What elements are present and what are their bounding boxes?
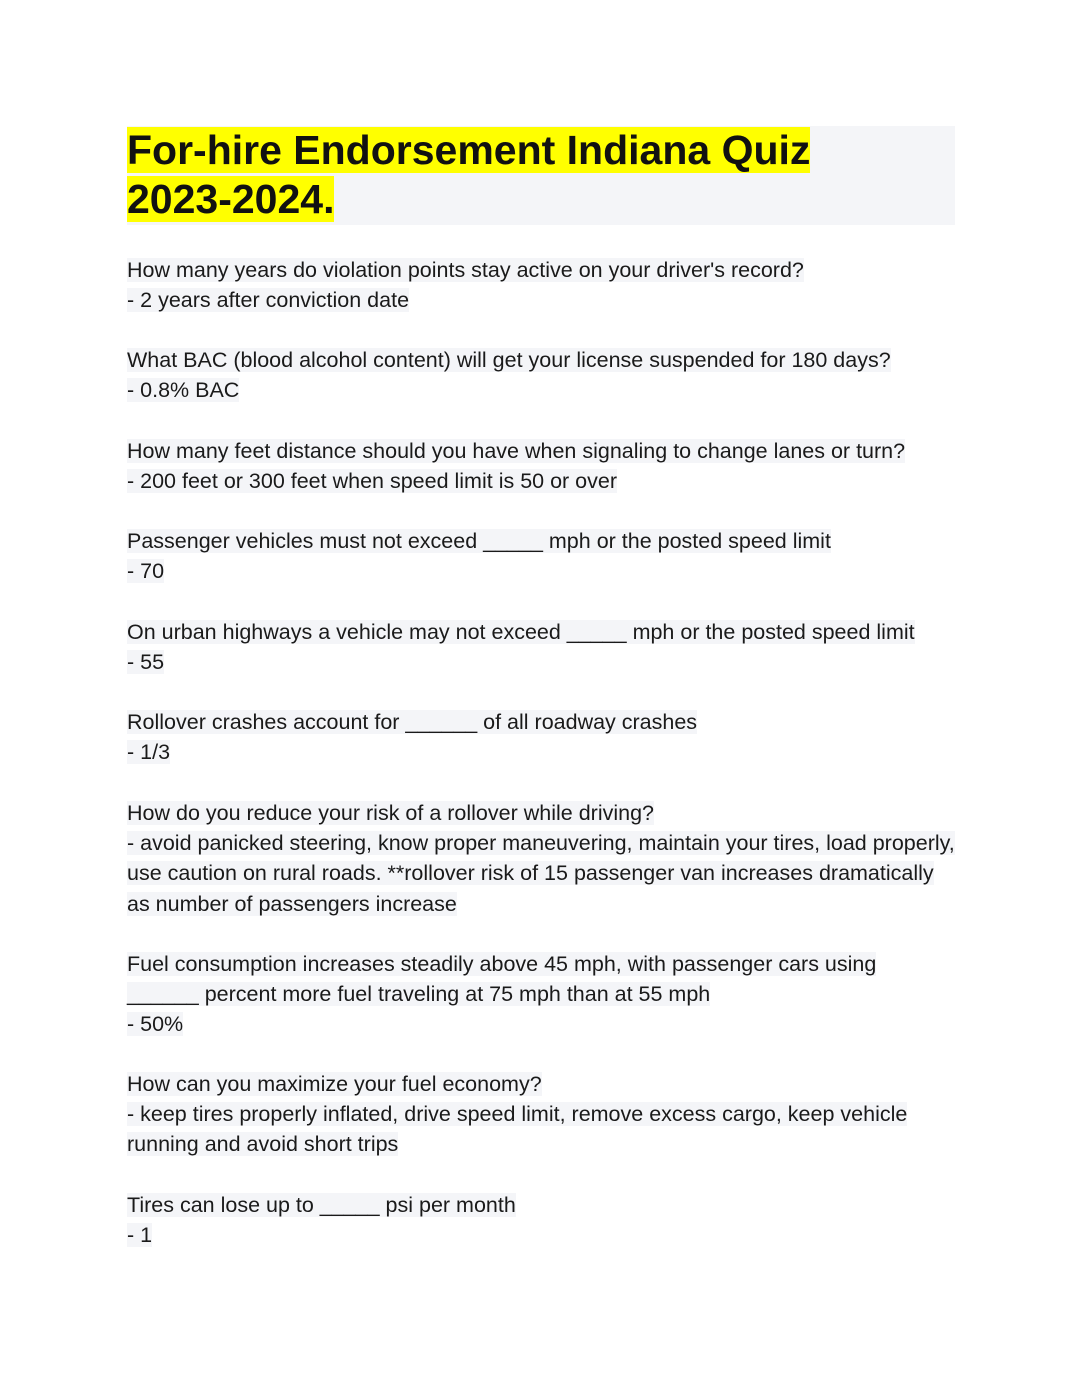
document-title	[127, 126, 857, 224]
question-text: How many years do violation points stay active on your driver's record?	[127, 258, 804, 282]
title-highlight: For-hire Endorsement Indiana Quiz 2023-2024.	[127, 127, 811, 222]
answer-text: - avoid panicked steering, know proper maneuvering, maintain your tires, load properly, use caution on rural roads. **rollover risk of 15 passenger van increases dramatically as number of passengers increase	[127, 831, 955, 916]
title-block	[127, 126, 955, 225]
qa-item	[127, 255, 804, 315]
question-text: What BAC (blood alcohol content) will get your license suspended for 180 days?	[127, 348, 891, 372]
qa-item	[127, 707, 697, 767]
answer-text: - 2 years after conviction date	[127, 288, 410, 313]
question-text: Tires can lose up to _____ psi per month	[127, 1193, 516, 1217]
question-text: How do you reduce your risk of a rollover while driving?	[127, 801, 654, 825]
qa-item	[127, 526, 831, 586]
answer-text: - 70	[127, 559, 165, 584]
question-text: How many feet distance should you have when signaling to change lanes or turn?	[127, 439, 906, 463]
qa-item	[127, 436, 905, 496]
answer-text: - 0.8% BAC	[127, 378, 240, 403]
answer-text: - 55	[127, 650, 165, 675]
answer-text: - 200 feet or 300 feet when speed limit is 50 or over	[127, 469, 617, 494]
question-text: On urban highways a vehicle may not exceed _____ mph or the posted speed limit	[127, 620, 915, 644]
qa-item	[127, 1190, 516, 1250]
answer-text: - 1/3	[127, 740, 171, 765]
qa-item	[127, 798, 957, 919]
answer-text: - 1	[127, 1223, 153, 1248]
question-text: Fuel consumption increases steadily above 45 mph, with passenger cars using ______ percent more fuel traveling at 75 mph than at 55 mph	[127, 952, 877, 1007]
answer-text: - keep tires properly inflated, drive speed limit, remove excess cargo, keep vehicle running and avoid short trips	[127, 1102, 908, 1157]
question-text: Rollover crashes account for ______ of all roadway crashes	[127, 710, 698, 734]
qa-item	[127, 345, 891, 405]
question-text: How can you maximize your fuel economy?	[127, 1072, 542, 1096]
qa-item	[127, 617, 915, 677]
qa-item	[127, 1069, 957, 1160]
question-text: Passenger vehicles must not exceed _____ mph or the posted speed limit	[127, 529, 831, 553]
qa-item	[127, 949, 917, 1040]
answer-text: - 50%	[127, 1012, 184, 1037]
